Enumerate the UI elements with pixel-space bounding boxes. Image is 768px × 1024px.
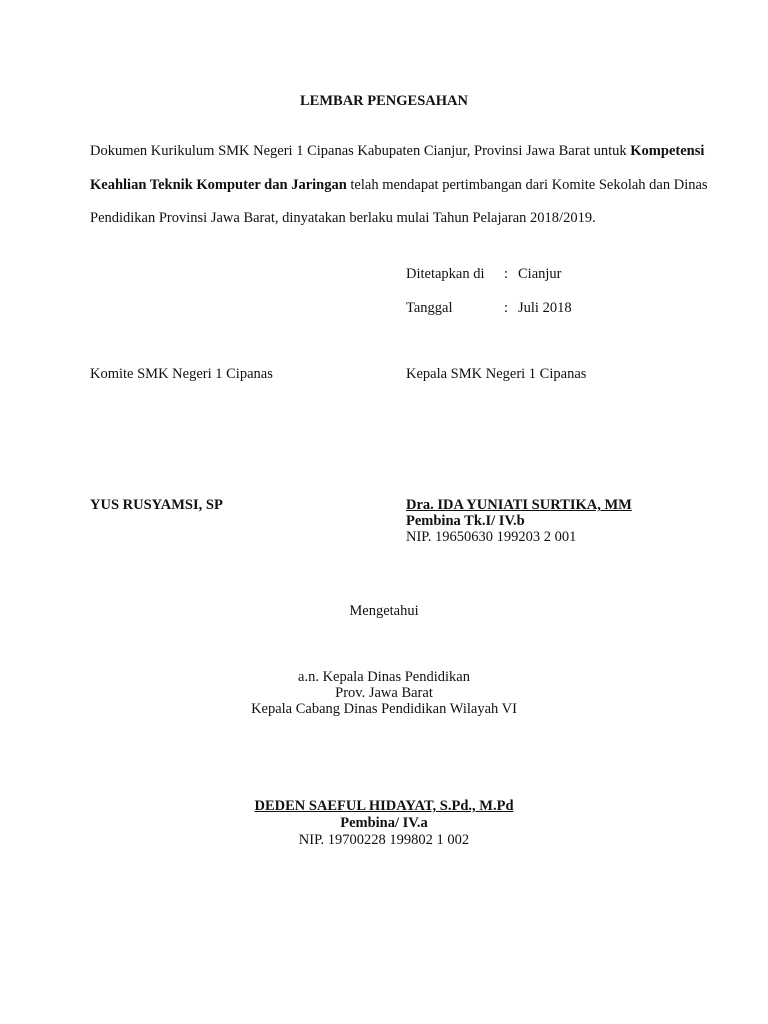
acknowledge-line-1: a.n. Kepala Dinas Pendidikan bbox=[298, 669, 470, 685]
acknowledge-heading: Mengetahui bbox=[349, 603, 419, 619]
acknowledge-signer-nip: NIP. 19700228 199802 1 002 bbox=[298, 832, 470, 848]
date-value: Juli 2018 bbox=[518, 300, 572, 316]
acknowledge-signer-rank: Pembina/ IV.a bbox=[340, 815, 428, 831]
page-title: LEMBAR PENGESAHAN bbox=[300, 93, 468, 109]
paragraph-bold-text: Keahlian Teknik Komputer dan Jaringan bbox=[90, 177, 347, 193]
place-separator: : bbox=[504, 266, 509, 282]
left-signer-name: YUS RUSYAMSI, SP bbox=[90, 497, 223, 513]
paragraph-text: Dokumen Kurikulum SMK Negeri 1 Cipanas Kabupaten Cianjur, Provinsi Jawa Barat untuk bbox=[90, 143, 631, 159]
left-signer-role: Komite SMK Negeri 1 Cipanas bbox=[90, 366, 273, 382]
date-separator: : bbox=[504, 300, 509, 316]
place-value: Cianjur bbox=[518, 266, 562, 282]
right-signer-nip: NIP. 19650630 199203 2 001 bbox=[406, 529, 577, 545]
acknowledge-line-3: Kepala Cabang Dinas Pendidikan Wilayah VI bbox=[251, 701, 517, 717]
right-signer-rank: Pembina Tk.I/ IV.b bbox=[406, 513, 525, 529]
paragraph-line-1 bbox=[90, 143, 705, 160]
acknowledge-signer-name: DEDEN SAEFUL HIDAYAT, S.Pd., M.Pd bbox=[254, 798, 514, 814]
date-label: Tanggal bbox=[406, 300, 453, 316]
right-signer-name: Dra. IDA YUNIATI SURTIKA, MM bbox=[406, 497, 632, 513]
acknowledge-line-2: Prov. Jawa Barat bbox=[335, 685, 433, 701]
paragraph-text: telah mendapat pertimbangan dari Komite Sekolah dan Dinas bbox=[346, 177, 708, 193]
place-label: Ditetapkan di bbox=[406, 266, 485, 282]
paragraph-line-2 bbox=[90, 177, 708, 194]
paragraph-bold-text: Kompetensi bbox=[630, 143, 705, 159]
acknowledge-signer-wrap bbox=[0, 798, 768, 815]
paragraph-line-3: Pendidikan Provinsi Jawa Barat, dinyatakan berlaku mulai Tahun Pelajaran 2018/2019. bbox=[90, 210, 596, 226]
right-signer-role: Kepala SMK Negeri 1 Cipanas bbox=[406, 366, 587, 382]
